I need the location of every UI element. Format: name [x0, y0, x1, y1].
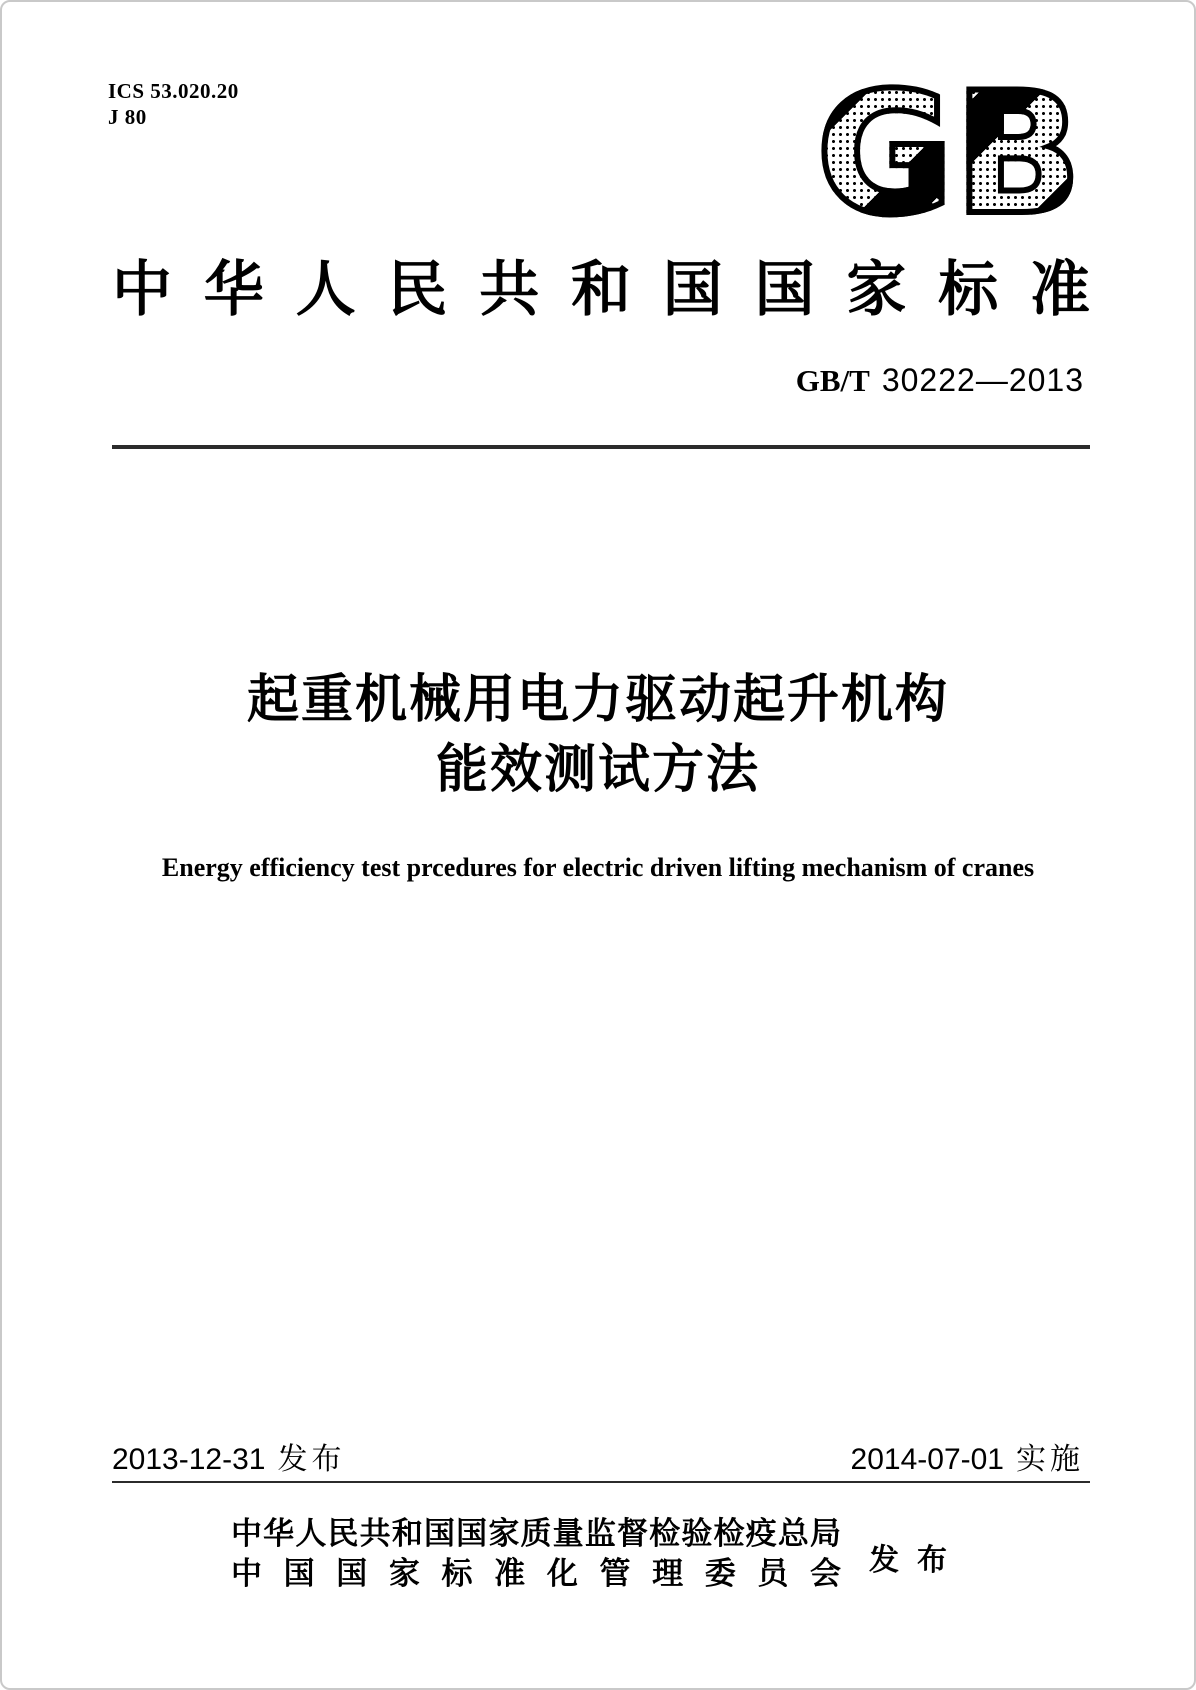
english-title: Energy efficiency test prcedures for electric driven lifting mechanism of cranes — [161, 853, 1035, 882]
issuer-name-2: 中国国家标准化管理委员会 — [231, 1556, 841, 1591]
doc-class-code: J 80 — [108, 105, 147, 129]
standard-code — [796, 362, 1084, 399]
ics-code: ICS 53.020.20 — [108, 79, 239, 103]
dates-row — [112, 1442, 1084, 1478]
implement-date-value: 2014-07-01 — [850, 1443, 1004, 1476]
gb-logo-icon: GB — [816, 56, 1082, 252]
issue-date-value: 2013-12-31 — [112, 1443, 266, 1476]
classification-codes — [108, 78, 239, 130]
standard-code-prefix: GB/T — [795, 363, 870, 398]
gb-logo — [816, 56, 1082, 252]
document-title — [2, 665, 1194, 805]
standard-code-number: 30222—2013 — [881, 362, 1084, 398]
title-line-2: 能效测试方法 — [435, 741, 760, 799]
header-rule — [112, 445, 1090, 449]
issuer-names — [231, 1514, 841, 1594]
title-line-1: 起重机械用电力驱动起升机构 — [246, 671, 949, 729]
implement-date-item — [851, 1442, 1084, 1478]
implement-date-label: 实施 — [1016, 1443, 1084, 1476]
publish-label: 发布 — [869, 1544, 965, 1577]
national-standard-heading: 中华人民共和国国家标准 — [112, 257, 1090, 323]
issue-date-item — [112, 1442, 345, 1478]
issuer-block — [2, 1514, 1194, 1594]
issuer-name-1: 中华人民共和国国家质量监督检验检疫总局 — [231, 1516, 841, 1551]
issue-date-label: 发布 — [277, 1443, 346, 1476]
footer-rule — [112, 1481, 1090, 1483]
